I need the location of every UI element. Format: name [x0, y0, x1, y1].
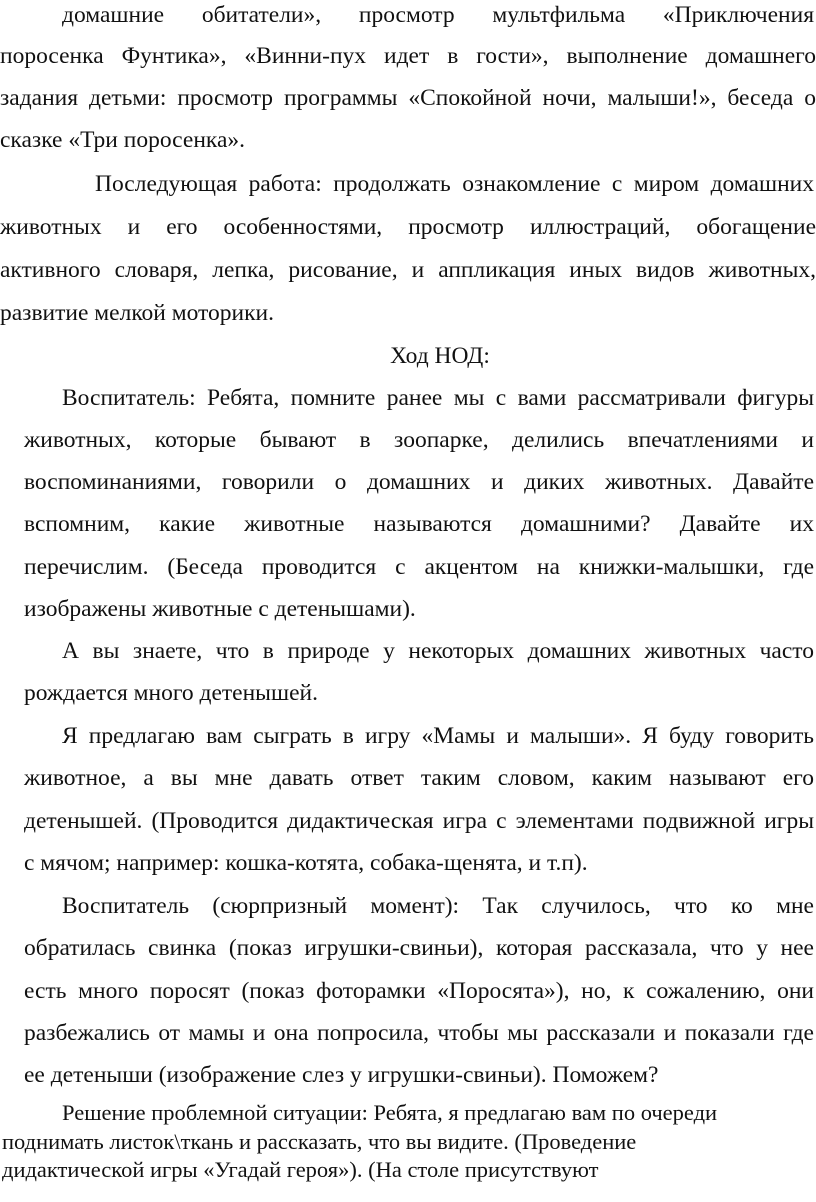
text-line: домашние обитатели», просмотр мультфильма «Приключения [62, 2, 814, 28]
text-line: задания детьми: просмотр программы «Спокойной ночи, малыши!», беседа о [0, 85, 816, 111]
text-line: Я предлагаю вам сыграть в игру «Мамы и малыши». Я буду говорить [62, 723, 814, 749]
text-line: активного словаря, лепка, рисование, и аппликация иных видов животных, [0, 257, 816, 283]
text-line: А вы знаете, что в природе у некоторых домашних животных часто [62, 638, 814, 664]
text-line: воспоминаниями, говорили о домашних и диких животных. Давайте [24, 469, 814, 495]
text-line: есть много поросят (показ фоторамки «Поросята»), но, к сожалению, они [24, 978, 814, 1004]
text-line: животных, которые бывают в зоопарке, делились впечатлениями и [24, 427, 814, 453]
text-line: Воспитатель: Ребята, помните ранее мы с вами рассматривали фигуры [62, 385, 814, 411]
text-line: рождается много детенышей. [24, 680, 318, 706]
text-line: Воспитатель (сюрпризный момент): Так случилось, что ко мне [62, 893, 814, 919]
text-line: детенышей. (Проводится дидактическая игра с элементами подвижной игры [24, 808, 814, 834]
section-heading: Ход НОД: [390, 343, 490, 369]
text-line: развитие мелкой моторики. [0, 300, 274, 326]
text-line: с мячом; например: кошка-котята, собака-щенята, и т.п). [24, 850, 588, 876]
text-line: животных и его особенностями, просмотр иллюстраций, обогащение [0, 214, 816, 240]
text-line: поднимать листок\ткань и рассказать, что вы видите. (Проведение [2, 1129, 637, 1154]
text-line: Решение проблемной ситуации: Ребята, я предлагаю вам по очереди [62, 1100, 718, 1125]
text-line: вспомним, какие животные называются домашними? Давайте их [24, 511, 814, 537]
text-line: сказке «Три поросенка». [0, 127, 246, 153]
text-line: дидактической игры «Угадай героя»). (На столе присутствуют [2, 1157, 599, 1182]
text-line: поросенка Фунтика», «Винни-пух идет в гости», выполнение домашнего [0, 43, 816, 69]
text-line: изображены животные с детенышами). [24, 596, 416, 622]
text-line: животное, а вы мне давать ответ таким словом, каким называют его [24, 765, 814, 791]
text-line: обратилась свинка (показ игрушки-свиньи), которая рассказала, что у нее [24, 935, 814, 961]
text-line: Последующая работа: продолжать ознакомление с миром домашних [95, 171, 814, 197]
text-line: перечислим. (Беседа проводится с акцентом на книжки-малышки, где [24, 554, 814, 580]
text-line: разбежались от мамы и она попросила, чтобы мы рассказали и показали где [24, 1020, 814, 1046]
text-line: ее детеныши (изображение слез у игрушки-свиньи). Поможем? [24, 1062, 659, 1088]
